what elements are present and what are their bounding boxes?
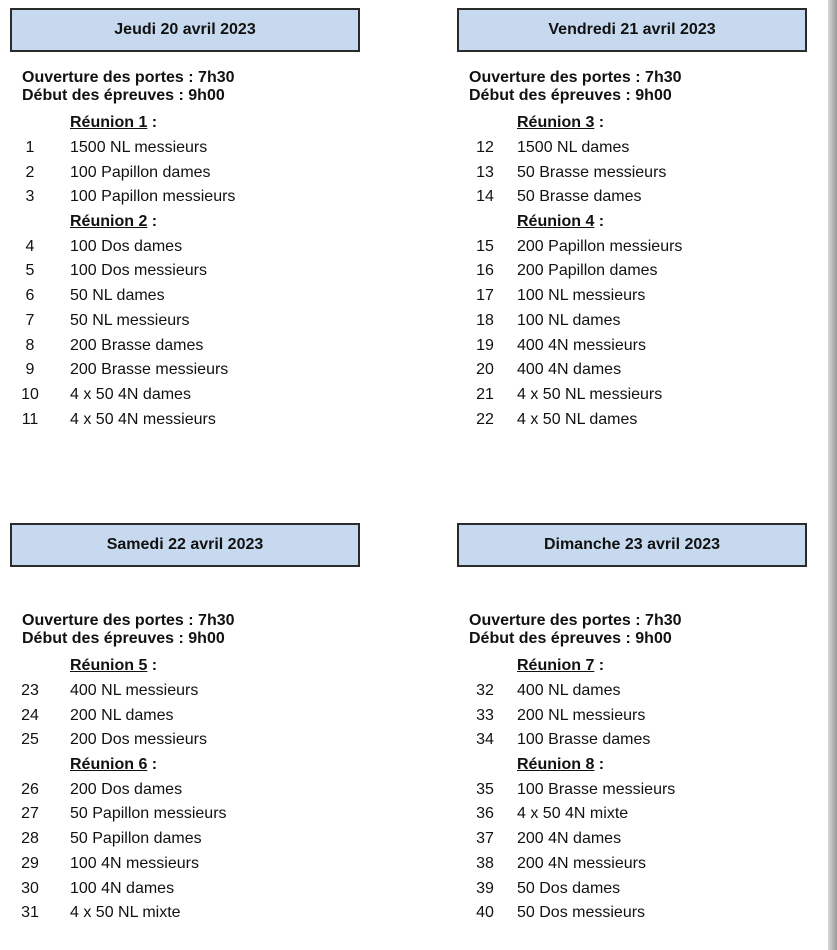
event-row: [10, 802, 227, 827]
reunion-colon: :: [594, 657, 605, 675]
event-name: 100 Brasse messieurs: [517, 780, 676, 798]
reunion-colon: :: [147, 657, 158, 675]
reunion-label: Réunion 5: [70, 657, 148, 675]
event-name: 50 NL dames: [70, 287, 165, 305]
event-row: [457, 383, 682, 408]
event-row: [10, 160, 235, 185]
reunion-heading: [457, 210, 682, 235]
event-row: [10, 852, 227, 877]
event-number: 3: [25, 188, 35, 206]
event-name: 100 Brasse dames: [517, 731, 651, 749]
event-name: 200 Papillon dames: [517, 262, 658, 280]
event-name: 50 Papillon dames: [70, 830, 202, 848]
event-name: 200 4N dames: [517, 830, 622, 848]
event-number: 12: [476, 139, 494, 157]
event-row: [10, 333, 235, 358]
event-row: [10, 185, 235, 210]
event-row: [457, 284, 682, 309]
event-row: [457, 333, 682, 358]
event-row: [457, 259, 682, 284]
event-row: [457, 160, 682, 185]
event-number: 32: [476, 682, 494, 700]
event-number: 24: [21, 706, 39, 724]
event-number: 35: [476, 780, 494, 798]
event-number: 20: [476, 361, 494, 379]
event-number: 7: [25, 311, 35, 329]
reunion-colon: :: [594, 114, 605, 132]
reunion-heading: [10, 753, 227, 778]
event-row: [457, 703, 675, 728]
reunion-label: Réunion 3: [517, 114, 595, 132]
start-time-text: Début des épreuves : 9h00: [22, 630, 225, 647]
event-row: [10, 901, 227, 926]
schedule-info: [22, 612, 235, 648]
event-row: [457, 407, 682, 432]
event-list: [10, 654, 227, 926]
event-number: 36: [476, 805, 494, 823]
event-row: [457, 358, 682, 383]
event-row: [10, 284, 235, 309]
event-number: 19: [476, 336, 494, 354]
event-row: [457, 679, 675, 704]
day-header: Samedi 22 avril 2023: [10, 523, 360, 567]
event-number: 17: [476, 287, 494, 305]
event-name: 100 NL messieurs: [517, 287, 646, 305]
event-name: 200 Brasse dames: [70, 336, 204, 354]
event-name: 400 NL messieurs: [70, 682, 199, 700]
event-number: 25: [21, 731, 39, 749]
event-list: [10, 111, 235, 432]
event-row: [10, 827, 227, 852]
reunion-colon: :: [147, 213, 158, 231]
reunion-heading: [10, 210, 235, 235]
event-name: 100 Papillon messieurs: [70, 188, 236, 206]
event-name: 4 x 50 NL dames: [517, 410, 638, 428]
event-name: 400 4N dames: [517, 361, 622, 379]
event-name: 4 x 50 4N dames: [70, 385, 191, 403]
event-name: 200 Dos dames: [70, 780, 183, 798]
event-number: 1: [25, 139, 35, 157]
reunion-label: Réunion 7: [517, 657, 595, 675]
event-row: [10, 383, 235, 408]
doors-open-text: Ouverture des portes : 7h30: [469, 612, 682, 629]
event-name: 4 x 50 NL mixte: [70, 904, 181, 922]
event-row: [457, 728, 675, 753]
event-name: 200 Papillon messieurs: [517, 237, 683, 255]
event-row: [457, 876, 675, 901]
event-name: 100 NL dames: [517, 311, 621, 329]
start-time-text: Début des épreuves : 9h00: [469, 87, 672, 104]
schedule-info: [469, 612, 682, 648]
event-number: 33: [476, 706, 494, 724]
event-number: 27: [21, 805, 39, 823]
day-header: Jeudi 20 avril 2023: [10, 8, 360, 52]
event-number: 15: [476, 237, 494, 255]
reunion-label: Réunion 4: [517, 213, 595, 231]
event-name: 100 Papillon dames: [70, 163, 211, 181]
event-number: 11: [21, 410, 39, 428]
event-name: 4 x 50 4N messieurs: [70, 410, 216, 428]
event-name: 400 4N messieurs: [517, 336, 646, 354]
event-list: [457, 654, 675, 926]
event-number: 18: [476, 311, 494, 329]
event-row: [10, 309, 235, 334]
event-number: 38: [476, 854, 494, 872]
event-name: 1500 NL messieurs: [70, 139, 208, 157]
reunion-colon: :: [147, 114, 158, 132]
event-name: 50 Dos dames: [517, 879, 621, 897]
reunion-label: Réunion 8: [517, 756, 595, 774]
event-number: 23: [21, 682, 39, 700]
event-number: 6: [25, 287, 35, 305]
reunion-colon: :: [594, 213, 605, 231]
event-number: 28: [21, 830, 39, 848]
event-row: [10, 777, 227, 802]
reunion-label: Réunion 6: [70, 756, 148, 774]
event-number: 10: [21, 385, 39, 403]
event-number: 9: [25, 361, 35, 379]
event-name: 200 NL dames: [70, 706, 174, 724]
event-row: [457, 827, 675, 852]
event-number: 26: [21, 780, 39, 798]
event-name: 100 Dos messieurs: [70, 262, 207, 280]
day-header: Vendredi 21 avril 2023: [457, 8, 807, 52]
event-name: 50 Brasse dames: [517, 188, 642, 206]
event-row: [457, 185, 682, 210]
event-row: [10, 703, 227, 728]
event-number: 39: [476, 879, 494, 897]
event-name: 50 NL messieurs: [70, 311, 190, 329]
event-row: [10, 728, 227, 753]
reunion-label: Réunion 1: [70, 114, 148, 132]
event-row: [457, 234, 682, 259]
schedule-info: [469, 69, 682, 105]
reunion-colon: :: [147, 756, 158, 774]
reunion-heading: [457, 753, 675, 778]
reunion-label: Réunion 2: [70, 213, 148, 231]
event-row: [457, 852, 675, 877]
event-row: [10, 358, 235, 383]
reunion-heading: [457, 654, 675, 679]
event-name: 100 Dos dames: [70, 237, 183, 255]
event-number: 37: [476, 830, 494, 848]
start-time-text: Début des épreuves : 9h00: [22, 87, 225, 104]
event-name: 200 4N messieurs: [517, 854, 646, 872]
event-row: [10, 876, 227, 901]
reunion-colon: :: [594, 756, 605, 774]
event-number: 2: [25, 163, 35, 181]
event-row: [10, 679, 227, 704]
doors-open-text: Ouverture des portes : 7h30: [469, 69, 682, 86]
schedule-info: [22, 69, 235, 105]
event-number: 21: [476, 385, 494, 403]
event-number: 40: [476, 904, 494, 922]
event-row: [457, 777, 675, 802]
event-number: 30: [21, 879, 39, 897]
event-row: [10, 234, 235, 259]
page-edge-shadow: [828, 0, 837, 950]
day-header: Dimanche 23 avril 2023: [457, 523, 807, 567]
event-name: 200 NL messieurs: [517, 706, 646, 724]
event-name: 4 x 50 NL messieurs: [517, 385, 663, 403]
event-number: 5: [25, 262, 35, 280]
event-name: 50 Dos messieurs: [517, 904, 646, 922]
doors-open-text: Ouverture des portes : 7h30: [22, 69, 235, 86]
event-row: [457, 901, 675, 926]
event-name: 200 Dos messieurs: [70, 731, 207, 749]
event-number: 29: [21, 854, 39, 872]
event-number: 13: [476, 163, 494, 181]
event-row: [457, 802, 675, 827]
event-row: [10, 259, 235, 284]
event-number: 4: [25, 237, 35, 255]
event-name: 50 Papillon messieurs: [70, 805, 227, 823]
event-name: 1500 NL dames: [517, 139, 630, 157]
event-name: 200 Brasse messieurs: [70, 361, 229, 379]
event-number: 34: [476, 731, 494, 749]
start-time-text: Début des épreuves : 9h00: [469, 630, 672, 647]
event-name: 4 x 50 4N mixte: [517, 805, 629, 823]
reunion-heading: [10, 111, 235, 136]
event-number: 31: [21, 904, 39, 922]
event-row: [457, 136, 682, 161]
event-name: 50 Brasse messieurs: [517, 163, 667, 181]
event-name: 400 NL dames: [517, 682, 621, 700]
event-row: [10, 407, 235, 432]
event-number: 22: [476, 410, 494, 428]
reunion-heading: [10, 654, 227, 679]
event-row: [457, 309, 682, 334]
event-row: [10, 136, 235, 161]
event-name: 100 4N dames: [70, 879, 175, 897]
doors-open-text: Ouverture des portes : 7h30: [22, 612, 235, 629]
event-number: 8: [25, 336, 35, 354]
reunion-heading: [457, 111, 682, 136]
event-number: 16: [476, 262, 494, 280]
event-name: 100 4N messieurs: [70, 854, 199, 872]
event-list: [457, 111, 682, 432]
event-number: 14: [476, 188, 494, 206]
